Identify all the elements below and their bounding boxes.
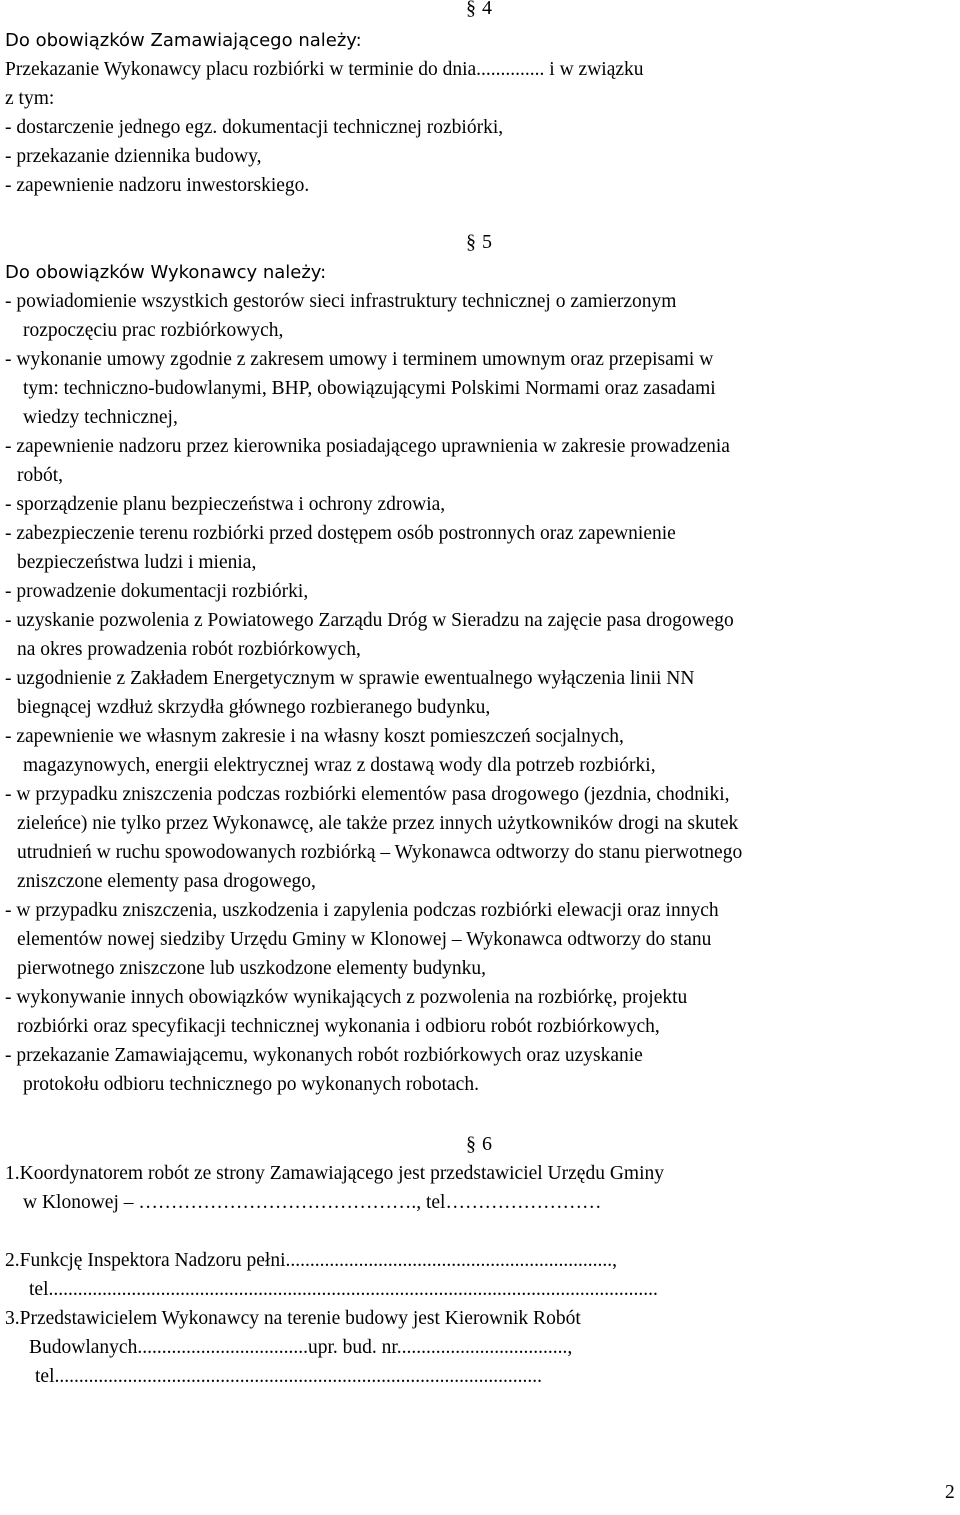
section-5-line: - zapewnienie nadzoru przez kierownika posiadającego uprawnienia w zakresie prowadzenia — [5, 436, 730, 457]
section-5-line: - zabezpieczenie terenu rozbiórki przed dostępem osób postronnych oraz zapewnienie — [5, 523, 676, 544]
section-4-heading — [466, 0, 492, 23]
section-symbol: § — [466, 1133, 476, 1155]
section-4-line: - zapewnienie nadzoru inwestorskiego. — [5, 175, 310, 196]
section-symbol: § — [466, 0, 476, 19]
section-4-line: - przekazanie dziennika budowy, — [5, 146, 262, 167]
section-6-line: 3.Przedstawicielem Wykonawcy na terenie budowy jest Kierownik Robót — [5, 1308, 581, 1329]
section-5-line: biegnącej wzdłuż skrzydła głównego rozbieranego budynku, — [17, 697, 491, 718]
section-4-line: - dostarczenie jednego egz. dokumentacji technicznej rozbiórki, — [5, 117, 504, 138]
section-4-line: z tym: — [5, 88, 55, 109]
section-6-line: tel.................................................................................................... — [35, 1366, 542, 1387]
section-5-line: bezpieczeństwa ludzi i mienia, — [17, 552, 257, 573]
section-6-line: 1.Koordynatorem robót ze strony Zamawiającego jest przedstawiciel Urzędu Gminy — [5, 1163, 664, 1184]
section-5-line: - przekazanie Zamawiającemu, wykonanych robót rozbiórkowych oraz uzyskanie — [5, 1045, 643, 1066]
section-5-line: robót, — [17, 465, 64, 486]
section-6-line: 2.Funkcję Inspektora Nadzoru pełni..................................................................., — [5, 1250, 618, 1271]
section-5-line: - prowadzenie dokumentacji rozbiórki, — [5, 581, 309, 602]
section-6-heading — [466, 1130, 492, 1159]
section-5-line: rozpoczęciu prac rozbiórkowych, — [23, 320, 284, 341]
section-5-line: magazynowych, energii elektrycznej wraz z dostawą wody dla potrzeb rozbiórki, — [23, 755, 656, 776]
section-5-line: rozbiórki oraz specyfikacji technicznej wykonania i odbioru robót rozbiórkowych, — [17, 1016, 660, 1037]
section-5-heading — [466, 228, 492, 257]
section-number: 4 — [482, 0, 492, 19]
section-5-line: - uzgodnienie z Zakładem Energetycznym w sprawie ewentualnego wyłączenia linii NN — [5, 668, 695, 689]
section-5-line: - zapewnienie we własnym zakresie i na własny koszt pomieszczeń socjalnych, — [5, 726, 624, 747]
section-6-line: w Klonowej – ……………………………………., tel…………………… — [23, 1192, 602, 1213]
section-5-line: - powiadomienie wszystkich gestorów sieci infrastruktury technicznej o zamierzonym — [5, 291, 677, 312]
section-5-line: - uzyskanie pozwolenia z Powiatowego Zarządu Dróg w Sieradzu na zajęcie pasa drogowego — [5, 610, 734, 631]
section-5-line: na okres prowadzenia robót rozbiórkowych, — [17, 639, 361, 660]
section-number: 6 — [482, 1133, 492, 1155]
section-5-line: protokołu odbioru technicznego po wykonanych robotach. — [23, 1074, 479, 1095]
section-4-intro: Do obowiązków Zamawiającego należy: — [5, 30, 362, 51]
section-5-line: - w przypadku zniszczenia, uszkodzenia i zapylenia podczas rozbiórki elewacji oraz innych — [5, 900, 719, 921]
section-6-line: Budowlanych...................................upr. bud. nr..................................., — [29, 1337, 573, 1358]
section-symbol: § — [466, 231, 476, 253]
section-4-line: Przekazanie Wykonawcy placu rozbiórki w terminie do dnia.............. i w związku — [5, 59, 644, 80]
section-5-line: wiedzy technicznej, — [23, 407, 178, 428]
section-5-line: - w przypadku zniszczenia podczas rozbiórki elementów pasa drogowego (jezdnia, chodniki, — [5, 784, 730, 805]
section-5-intro: Do obowiązków Wykonawcy należy: — [5, 262, 327, 283]
section-5-line: - sporządzenie planu bezpieczeństwa i ochrony zdrowia, — [5, 494, 446, 515]
section-5-line: pierwotnego zniszczone lub uszkodzone elementy budynku, — [17, 958, 486, 979]
section-5-line: elementów nowej siedziby Urzędu Gminy w Klonowej – Wykonawca odtworzy do stanu — [17, 929, 712, 950]
section-5-line: - wykonanie umowy zgodnie z zakresem umowy i terminem umownym oraz przepisami w — [5, 349, 714, 370]
section-5-line: zieleńce) nie tylko przez Wykonawcę, ale także przez innych użytkowników drogi na skutek — [17, 813, 739, 834]
section-6-line: tel............................................................................................................................. — [29, 1279, 658, 1300]
page-number: 2 — [945, 1482, 955, 1503]
section-5-line: - wykonywanie innych obowiązków wynikających z pozwolenia na rozbiórkę, projektu — [5, 987, 688, 1008]
section-5-line: zniszczone elementy pasa drogowego, — [17, 871, 316, 892]
section-5-line: utrudnień w ruchu spowodowanych rozbiórką – Wykonawca odtworzy do stanu pierwotnego — [17, 842, 743, 863]
section-number: 5 — [482, 231, 492, 253]
section-5-line: tym: techniczno-budowlanymi, BHP, obowiązującymi Polskimi Normami oraz zasadami — [23, 378, 716, 399]
